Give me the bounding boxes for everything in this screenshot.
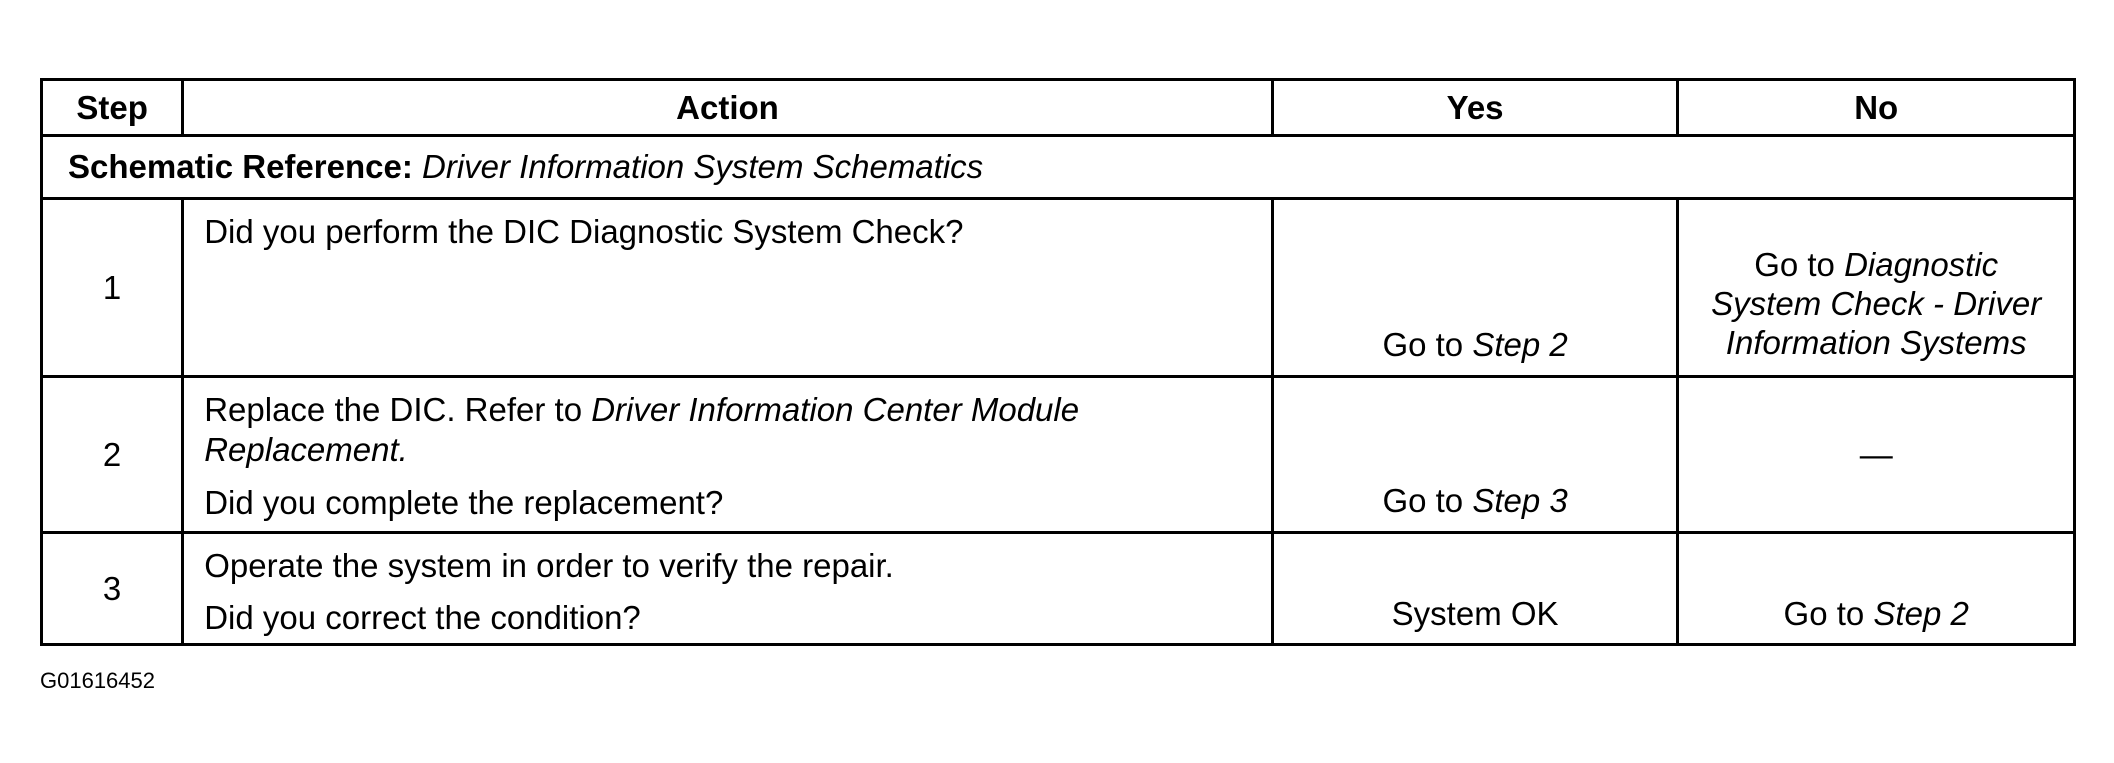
header-action: Action [183,80,1273,136]
header-yes: Yes [1272,80,1678,136]
yes-step-ref: Step 2 [1472,326,1568,364]
schematic-reference-value: Driver Information System Schematics [422,148,984,186]
figure-code: G01616452 [40,668,155,693]
action-cell [183,533,1273,645]
no-ref-line: System Check - Driver [1711,285,2042,323]
no-prefix: Go to [1754,246,1835,284]
action-prefix: Replace the DIC. Refer to [204,391,583,428]
diagnostic-table [40,78,2076,646]
step-number: 2 [42,377,183,533]
yes-value: System OK [1391,594,1559,632]
yes-cell [1272,533,1678,645]
schematic-reference-label: Schematic Reference: [68,148,413,186]
no-ref-line: Diagnostic [1844,246,1999,284]
no-step-ref: Step 2 [1873,594,1969,632]
yes-cell [1272,377,1678,533]
no-cell [1678,377,2075,533]
yes-step-ref: Step 3 [1472,482,1568,520]
step-number: 1 [42,199,183,377]
header-no: No [1678,80,2075,136]
schematic-reference-row [42,136,2075,199]
action-doc-ref: Replacement. [204,430,408,468]
table-row [42,199,2075,377]
action-cell [183,377,1273,533]
table-row [42,377,2075,533]
no-cell [1678,199,2075,377]
action-question: Did you complete the replacement? [204,484,724,522]
header-step: Step [42,80,183,136]
action-cell [183,199,1273,377]
yes-prefix: Go to [1382,326,1464,364]
step-number: 3 [42,533,183,645]
yes-cell [1272,199,1678,377]
action-doc-ref: Driver Information Center Module [591,391,1080,428]
action-question: Did you correct the condition? [204,598,641,636]
no-value: — [1859,435,1893,473]
table-row [42,533,2075,645]
no-prefix: Go to [1783,594,1865,632]
schematic-reference-cell [42,136,2075,199]
yes-prefix: Go to [1382,482,1464,520]
action-text [204,390,1261,430]
action-text: Did you perform the DIC Diagnostic System Check? [204,213,964,250]
action-text: Operate the system in order to verify the repair. [204,547,894,584]
header-row [42,80,2075,136]
no-ref-line: Information Systems [1725,324,2027,362]
no-cell [1678,533,2075,645]
